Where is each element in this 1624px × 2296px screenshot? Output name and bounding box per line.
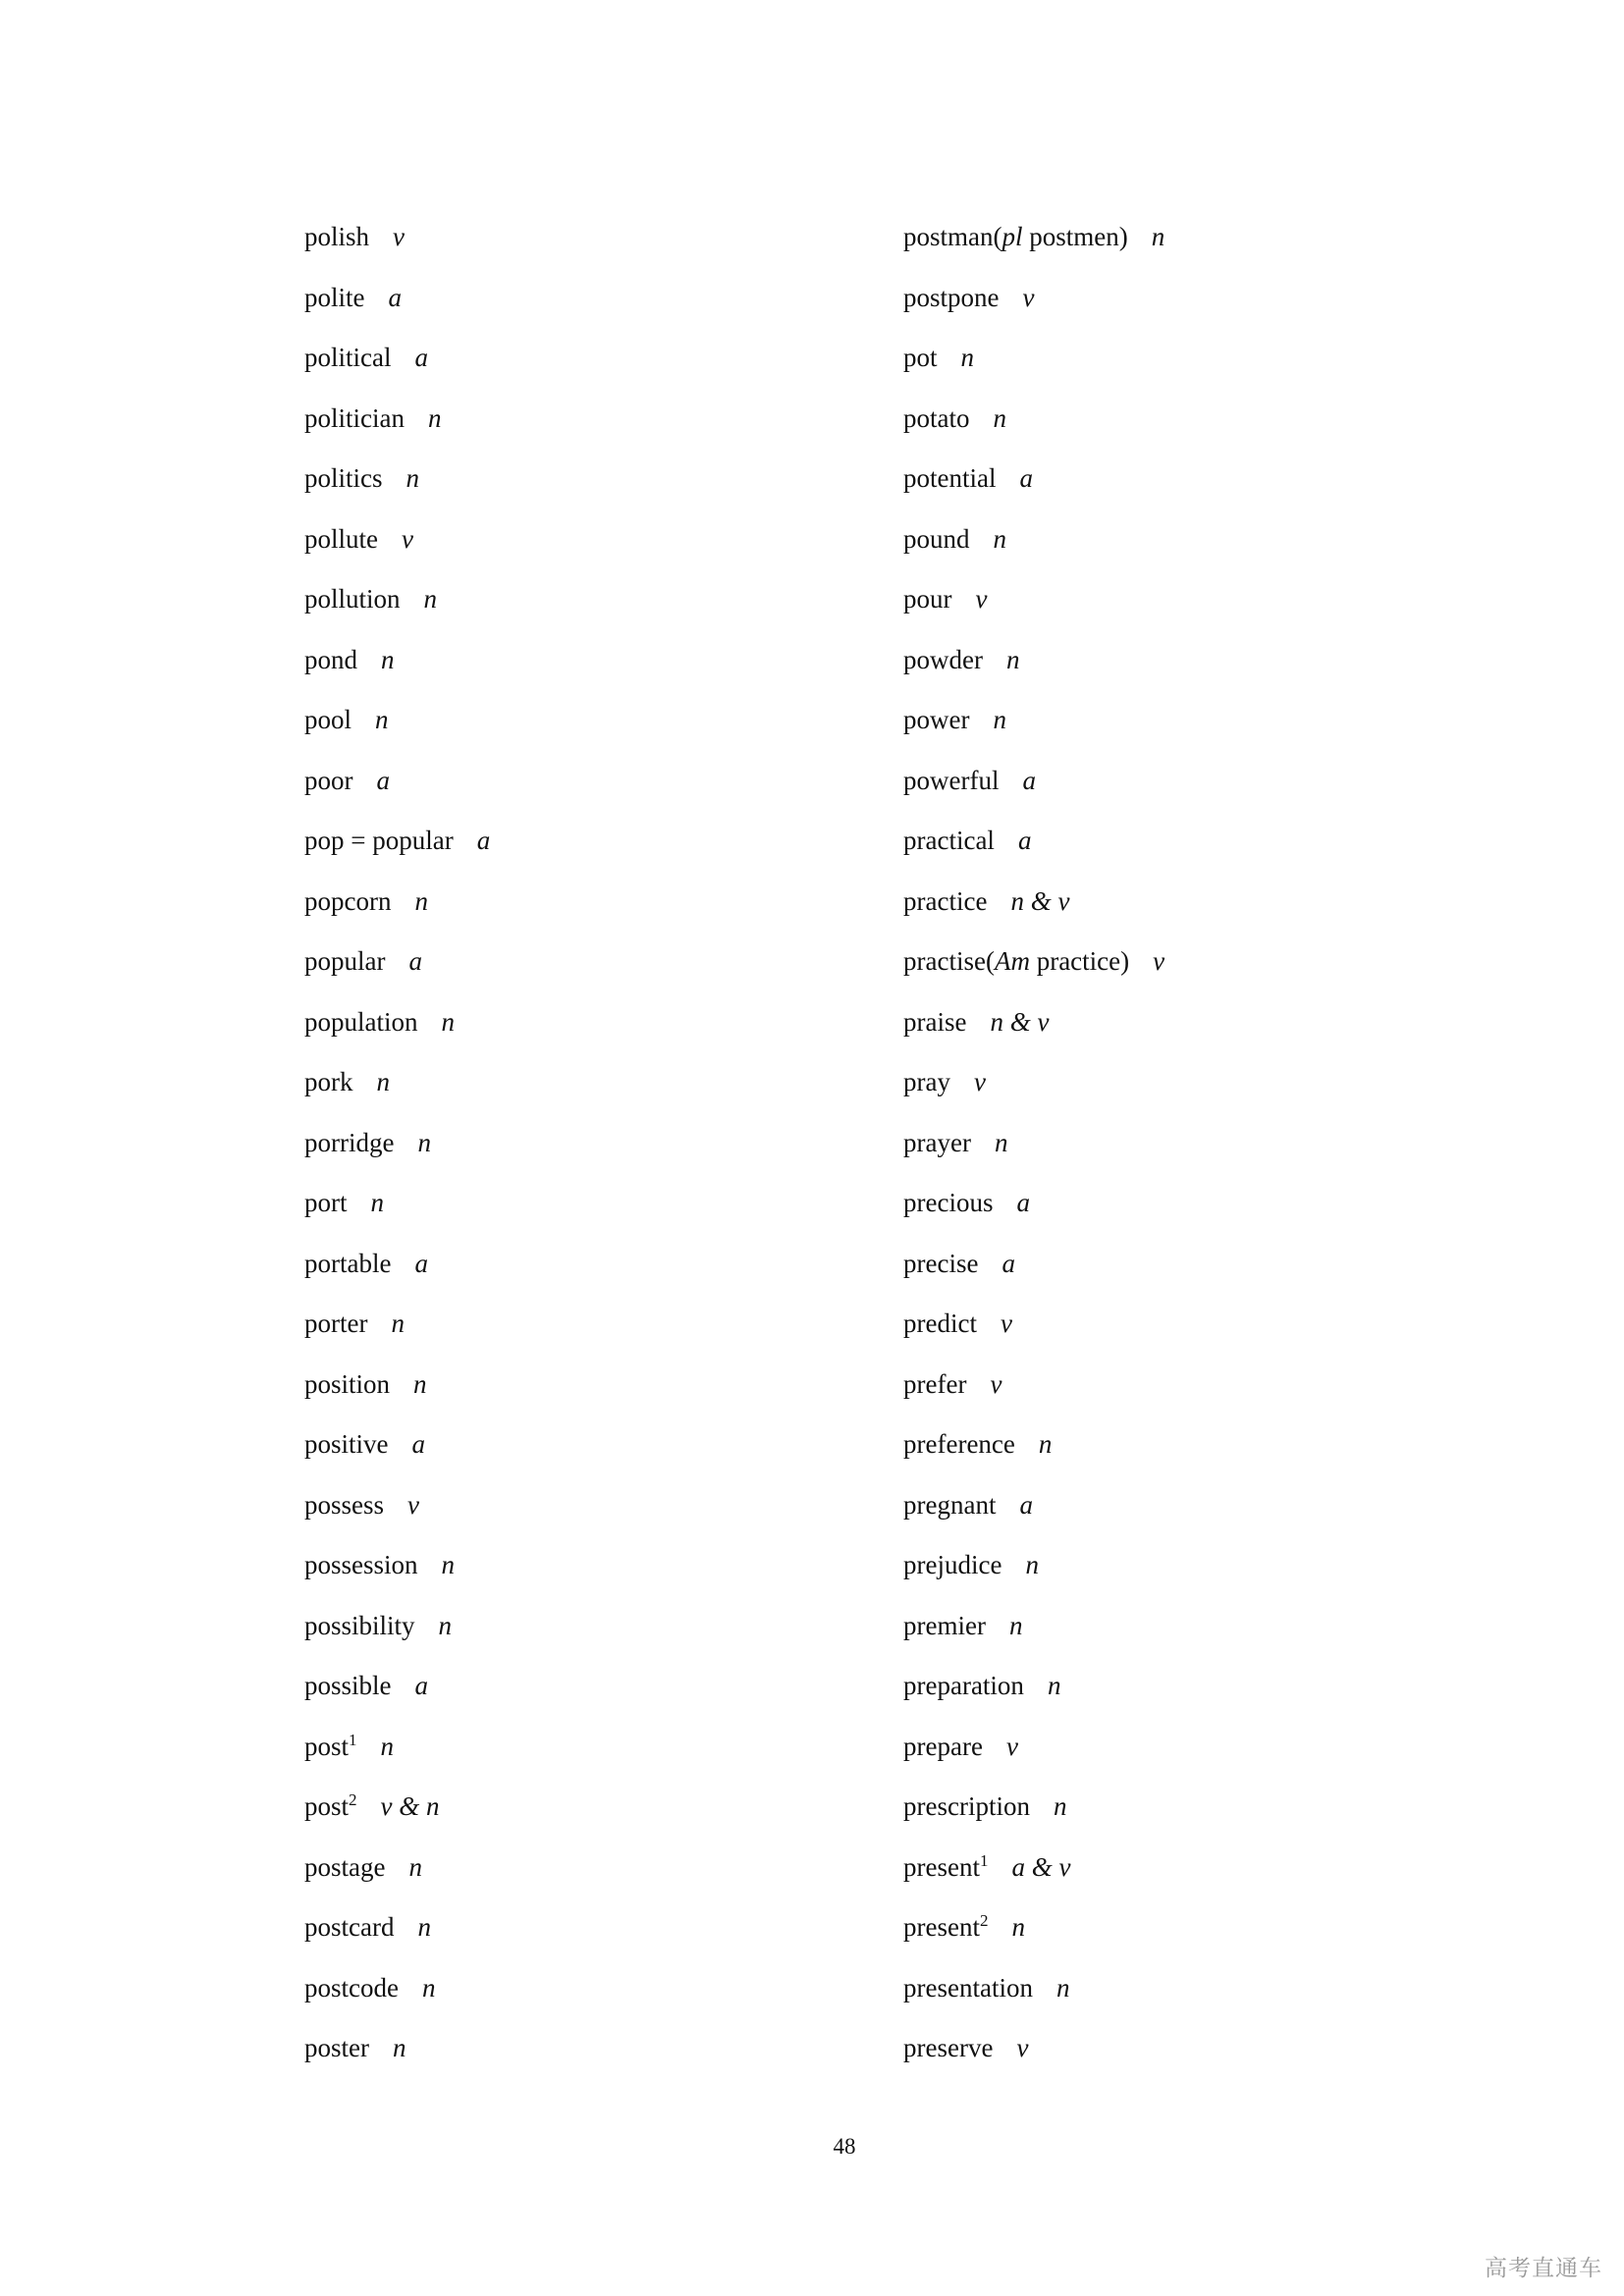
vocab-entry xyxy=(304,697,854,758)
vocab-word xyxy=(903,1852,988,1882)
vocab-entry xyxy=(903,1301,1453,1362)
vocab-word xyxy=(903,463,996,493)
vocab-word-text: potential xyxy=(903,463,997,493)
vocab-word-text: polish xyxy=(304,222,370,251)
vocab-word-text: powder xyxy=(903,644,983,674)
vocab-word xyxy=(903,1067,950,1096)
vocab-word xyxy=(304,1429,389,1459)
vocab-word xyxy=(304,946,385,976)
vocab-word-text: potato xyxy=(903,402,970,433)
vocab-word-text: poster xyxy=(304,2033,369,2062)
vocab-entry xyxy=(304,879,854,939)
vocab-word-text: precious xyxy=(903,1188,994,1217)
vocab-word-text: possible xyxy=(304,1671,392,1700)
vocab-word-text: post xyxy=(304,1731,350,1761)
vocab-word xyxy=(304,1671,392,1700)
vocab-word-text: pork xyxy=(304,1067,353,1096)
vocab-word xyxy=(903,403,970,433)
vocab-word xyxy=(304,1249,391,1278)
vocab-word-text: popcorn xyxy=(304,885,392,916)
part-of-speech: a xyxy=(1019,1489,1033,1520)
vocab-word-text: presentation xyxy=(903,1972,1033,2002)
part-of-speech: a xyxy=(1022,765,1036,795)
vocab-word-text: predict xyxy=(903,1308,977,1338)
vocab-entry xyxy=(304,455,854,516)
vocab-entry xyxy=(903,1120,1453,1181)
vocab-word xyxy=(304,645,357,674)
vocab-word xyxy=(903,1732,983,1761)
vocab-entry xyxy=(903,999,1453,1060)
vocab-word-text: pray xyxy=(903,1067,950,1096)
vocab-word xyxy=(304,1188,348,1217)
vocab-word xyxy=(304,1067,353,1096)
part-of-speech: n xyxy=(1151,222,1165,251)
vocab-word xyxy=(903,222,1128,251)
vocab-entry xyxy=(903,214,1453,275)
vocab-word xyxy=(304,1490,384,1520)
vocab-entry xyxy=(903,938,1453,999)
vocab-word-text: pour xyxy=(903,584,952,614)
vocab-word xyxy=(903,1429,1015,1459)
vocab-word xyxy=(903,2033,993,2062)
vocab-word xyxy=(903,584,952,614)
vocab-word-text: positive xyxy=(304,1429,389,1459)
vocab-word xyxy=(903,946,1129,976)
vocab-entry xyxy=(903,576,1453,637)
part-of-speech: v xyxy=(407,1489,419,1520)
vocab-word xyxy=(903,1973,1033,2002)
vocab-word-text: politician xyxy=(304,402,405,433)
vocab-word xyxy=(903,1550,1001,1579)
part-of-speech: v xyxy=(1000,1308,1012,1338)
vocab-word-text: present xyxy=(903,1851,980,1882)
vocab-word-text: postpone xyxy=(903,282,1000,312)
vocab-word-text: praise xyxy=(903,1006,967,1037)
vocab-word-text-after: practice) xyxy=(1029,946,1130,976)
vocab-word xyxy=(304,1550,418,1579)
vocab-word-text: prayer xyxy=(903,1127,971,1157)
vocab-word xyxy=(903,826,995,855)
part-of-speech: n xyxy=(417,1912,431,1942)
vocab-word xyxy=(304,2033,369,2062)
part-of-speech: n xyxy=(1005,644,1020,674)
vocab-word-text: pregnant xyxy=(903,1489,997,1520)
vocab-entry xyxy=(903,2025,1453,2086)
vocab-entry xyxy=(903,1542,1453,1603)
vocab-word-text: preparation xyxy=(903,1671,1024,1700)
part-of-speech: n xyxy=(960,343,975,372)
part-of-speech: n xyxy=(376,1067,390,1096)
vocab-word xyxy=(304,463,383,493)
part-of-speech: n xyxy=(391,1308,405,1338)
vocab-entry xyxy=(903,455,1453,516)
part-of-speech: n xyxy=(993,523,1006,554)
vocab-word xyxy=(903,705,969,734)
part-of-speech: a xyxy=(414,343,428,372)
vocab-entry xyxy=(903,516,1453,577)
vocab-word-text: postman( xyxy=(903,222,1002,251)
part-of-speech: n xyxy=(1047,1671,1061,1700)
vocab-word-text: prefer xyxy=(903,1368,967,1399)
vocab-word-text: portable xyxy=(304,1248,392,1278)
part-of-speech: a xyxy=(388,282,402,312)
part-of-speech: n xyxy=(413,1368,427,1399)
part-of-speech: a xyxy=(414,1248,428,1278)
part-of-speech: n xyxy=(414,885,428,916)
part-of-speech: a xyxy=(376,765,390,795)
vocab-word-text: postage xyxy=(304,1851,386,1882)
part-of-speech: n & v xyxy=(990,1006,1050,1037)
vocab-entry xyxy=(304,1542,854,1603)
vocab-word xyxy=(903,1249,978,1278)
part-of-speech: v & n xyxy=(380,1791,440,1821)
vocab-word-note: Am xyxy=(994,946,1030,976)
vocab-word xyxy=(304,1369,390,1399)
vocab-word-text: position xyxy=(304,1368,391,1399)
vocab-word xyxy=(903,1007,966,1037)
vocab-word xyxy=(903,1490,996,1520)
vocab-entry xyxy=(304,2025,854,2086)
vocab-entry xyxy=(304,275,854,336)
vocab-entry xyxy=(304,818,854,879)
vocab-entry xyxy=(903,1904,1453,1965)
vocab-column-right xyxy=(903,214,1453,2086)
vocab-word xyxy=(903,283,1000,312)
vocab-entry xyxy=(304,1301,854,1362)
vocab-word-text: post xyxy=(304,1791,350,1821)
vocab-word xyxy=(304,1308,367,1338)
vocab-entry xyxy=(903,1180,1453,1241)
part-of-speech: n xyxy=(1038,1429,1053,1459)
vocab-word-text: possibility xyxy=(304,1610,415,1640)
vocab-entry xyxy=(304,938,854,999)
vocab-word xyxy=(304,222,369,251)
vocab-entry xyxy=(304,758,854,819)
vocab-entry xyxy=(304,516,854,577)
vocab-word xyxy=(903,1308,977,1338)
vocab-word xyxy=(903,343,938,372)
part-of-speech: n xyxy=(381,644,395,674)
part-of-speech: v xyxy=(973,1067,986,1096)
vocab-entry xyxy=(304,1241,854,1302)
vocab-entry xyxy=(903,396,1453,456)
part-of-speech: v xyxy=(990,1368,1002,1399)
part-of-speech: v xyxy=(1016,2033,1029,2062)
part-of-speech: a xyxy=(411,1429,425,1459)
vocab-word-text: preserve xyxy=(903,2033,994,2062)
vocab-word xyxy=(903,1369,966,1399)
part-of-speech: v xyxy=(1022,282,1035,312)
vocab-entry xyxy=(304,1482,854,1543)
vocab-entry xyxy=(903,1059,1453,1120)
vocab-word-text: popular xyxy=(304,946,386,976)
vocab-word-text: prescription xyxy=(903,1791,1030,1821)
vocab-word-text: possession xyxy=(304,1550,418,1579)
vocab-word xyxy=(304,1973,399,2002)
vocab-column-left xyxy=(304,214,854,2086)
vocab-word-text: practical xyxy=(903,826,995,855)
part-of-speech: n xyxy=(421,1972,436,2002)
part-of-speech: n xyxy=(438,1610,453,1640)
vocab-word-text: port xyxy=(304,1188,348,1217)
part-of-speech: n xyxy=(993,705,1006,734)
vocab-word xyxy=(304,403,405,433)
vocab-word-text: premier xyxy=(903,1610,986,1640)
vocab-word xyxy=(304,1852,385,1882)
vocab-word xyxy=(304,826,454,855)
vocab-word xyxy=(903,1671,1024,1700)
vocab-word xyxy=(903,1912,988,1942)
vocab-entry xyxy=(903,697,1453,758)
vocab-word-text: preference xyxy=(903,1429,1015,1459)
vocab-word xyxy=(304,283,365,312)
vocab-entry xyxy=(304,1362,854,1422)
part-of-speech: a xyxy=(414,1671,429,1700)
vocab-entry xyxy=(903,335,1453,396)
vocab-entry xyxy=(304,1421,854,1482)
vocab-entry xyxy=(304,1180,854,1241)
vocab-word-text: pop = popular xyxy=(304,826,454,855)
vocab-word-text: powerful xyxy=(903,765,1000,795)
part-of-speech: n xyxy=(994,1127,1008,1157)
vocab-word xyxy=(304,584,401,614)
vocab-word-text: possess xyxy=(304,1489,385,1520)
vocab-word-text: practice xyxy=(903,885,988,916)
part-of-speech: n xyxy=(417,1127,431,1157)
vocab-entry xyxy=(903,1784,1453,1844)
vocab-word xyxy=(903,524,970,554)
vocab-word-text: porter xyxy=(304,1308,368,1338)
vocab-entry xyxy=(304,1059,854,1120)
watermark: 高考直通车 xyxy=(1485,2256,1602,2281)
vocab-entry xyxy=(304,1603,854,1664)
part-of-speech: n xyxy=(1056,1972,1070,2002)
part-of-speech: n xyxy=(427,402,442,433)
vocab-word xyxy=(304,1611,415,1640)
vocab-entry xyxy=(304,1724,854,1785)
vocab-entry xyxy=(903,637,1453,698)
part-of-speech: v xyxy=(393,222,405,251)
part-of-speech: n xyxy=(392,2033,406,2062)
vocab-word-text: practise( xyxy=(903,946,995,976)
vocab-entry xyxy=(903,1844,1453,1905)
part-of-speech: v xyxy=(1153,946,1165,976)
vocab-word-text: pollute xyxy=(304,523,378,554)
vocab-word-superscript: 1 xyxy=(979,1850,989,1870)
vocab-word-text: prepare xyxy=(903,1731,983,1761)
part-of-speech: n xyxy=(1011,1912,1025,1942)
vocab-word xyxy=(304,343,391,372)
part-of-speech: a xyxy=(1001,1248,1015,1278)
vocab-word-text: poor xyxy=(304,765,353,795)
vocab-entry xyxy=(304,1663,854,1724)
part-of-speech: n xyxy=(375,705,389,734)
part-of-speech: a xyxy=(476,826,491,855)
vocab-word xyxy=(304,705,352,734)
vocab-word-text: population xyxy=(304,1006,418,1037)
vocab-word-text: power xyxy=(903,705,970,734)
vocab-word-text: pollution xyxy=(304,584,401,614)
vocab-entry xyxy=(304,576,854,637)
part-of-speech: v xyxy=(402,523,413,554)
part-of-speech: n & v xyxy=(1010,885,1070,916)
part-of-speech: n xyxy=(993,402,1006,433)
part-of-speech: n xyxy=(1025,1550,1039,1579)
vocab-word xyxy=(304,1791,357,1821)
part-of-speech: n xyxy=(406,463,419,493)
vocab-entry xyxy=(304,1965,854,2026)
vocab-entry xyxy=(903,1603,1453,1664)
part-of-speech: n xyxy=(441,1550,456,1579)
vocab-word-text: pot xyxy=(903,343,938,372)
vocab-entry xyxy=(304,999,854,1060)
vocab-entry xyxy=(903,275,1453,336)
vocab-word-text: prejudice xyxy=(903,1550,1002,1579)
vocab-word-text: pound xyxy=(903,523,970,554)
vocab-word xyxy=(304,524,378,554)
vocab-word-text-after: postmen) xyxy=(1022,222,1128,251)
vocab-word-text: pool xyxy=(304,705,352,734)
vocab-entry xyxy=(903,818,1453,879)
vocab-word-superscript: 1 xyxy=(349,1730,357,1749)
page-number: 48 xyxy=(833,2134,856,2159)
vocab-entry xyxy=(304,335,854,396)
vocab-word-text: politics xyxy=(304,463,383,493)
vocab-entry xyxy=(903,1663,1453,1724)
vocab-word-text: porridge xyxy=(304,1127,395,1157)
vocab-entry xyxy=(304,1904,854,1965)
part-of-speech: a xyxy=(1016,1188,1030,1217)
vocab-word-superscript: 2 xyxy=(349,1790,357,1809)
part-of-speech: n xyxy=(423,584,438,614)
vocab-word xyxy=(903,1128,971,1157)
part-of-speech: n xyxy=(1008,1610,1023,1640)
vocab-entry xyxy=(903,1482,1453,1543)
vocab-entry xyxy=(304,214,854,275)
part-of-speech: v xyxy=(1005,1731,1018,1761)
vocab-word xyxy=(903,766,999,795)
part-of-speech: n xyxy=(408,1851,422,1882)
part-of-speech: a xyxy=(408,946,422,976)
vocab-entry xyxy=(903,758,1453,819)
vocab-word xyxy=(903,1791,1030,1821)
part-of-speech: n xyxy=(441,1006,455,1037)
vocab-entry xyxy=(304,1784,854,1844)
vocab-word-superscript: 2 xyxy=(979,1911,989,1930)
vocab-word-text: postcode xyxy=(304,1972,399,2002)
part-of-speech: v xyxy=(975,584,988,614)
vocab-word xyxy=(903,886,987,916)
part-of-speech: n xyxy=(380,1731,395,1761)
vocab-word xyxy=(903,1611,986,1640)
vocab-word xyxy=(304,766,353,795)
vocab-word xyxy=(304,1912,394,1942)
vocab-word-text: postcard xyxy=(304,1912,395,1942)
vocab-entry xyxy=(903,1362,1453,1422)
vocab-word-note: pl xyxy=(1001,222,1023,251)
part-of-speech: n xyxy=(1053,1791,1067,1821)
vocab-entry xyxy=(304,1120,854,1181)
part-of-speech: a & v xyxy=(1011,1851,1071,1882)
vocab-word xyxy=(304,1732,357,1761)
part-of-speech: n xyxy=(370,1188,384,1217)
vocab-word xyxy=(304,886,391,916)
vocab-word-text: polite xyxy=(304,282,365,312)
vocab-entry xyxy=(903,1241,1453,1302)
vocab-word xyxy=(903,645,983,674)
part-of-speech: a xyxy=(1017,826,1032,855)
vocab-entry xyxy=(903,1965,1453,2026)
vocab-entry xyxy=(304,396,854,456)
vocab-word-text: pond xyxy=(304,644,357,674)
vocab-entry xyxy=(304,1844,854,1905)
vocab-word xyxy=(304,1007,418,1037)
vocab-word xyxy=(903,1188,993,1217)
part-of-speech: a xyxy=(1019,463,1033,493)
vocab-word xyxy=(304,1128,394,1157)
vocab-word-text: political xyxy=(304,343,392,372)
vocab-entry xyxy=(903,879,1453,939)
vocab-entry xyxy=(903,1724,1453,1785)
vocab-word-text: precise xyxy=(903,1248,979,1278)
vocab-entry xyxy=(304,637,854,698)
vocab-word-text: present xyxy=(903,1912,980,1942)
vocab-entry xyxy=(903,1421,1453,1482)
